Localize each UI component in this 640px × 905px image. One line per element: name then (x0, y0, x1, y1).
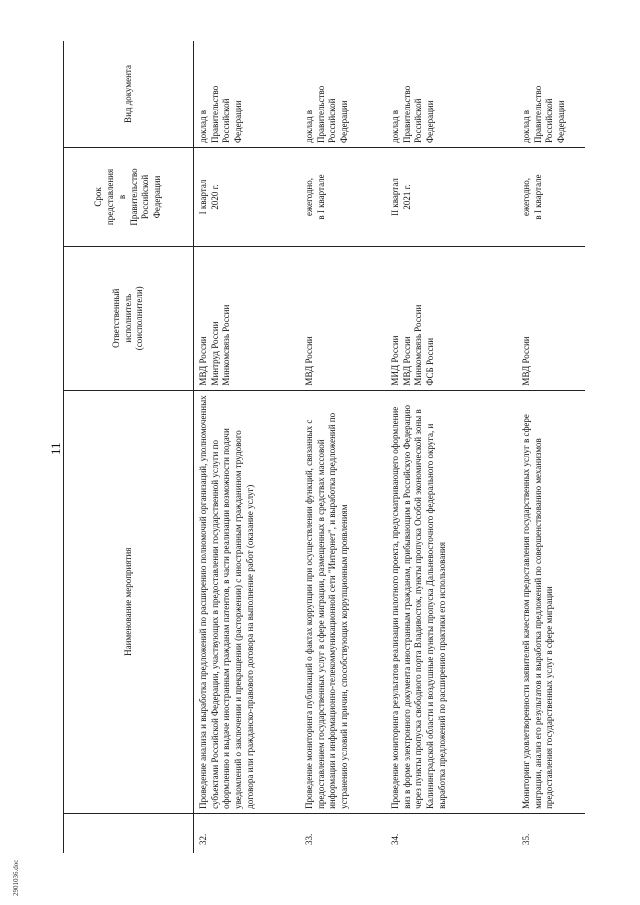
measures-table (63, 41, 585, 853)
responsible-item: МВД России (521, 336, 531, 386)
header-deadline-line: представления (105, 168, 116, 226)
deadline-line: 2021 г. (401, 184, 412, 210)
doc-type-line: Российской (327, 98, 338, 143)
doc-type-line: доклад в (304, 109, 314, 143)
table-row (386, 41, 517, 853)
doc-type-line: Российской (221, 98, 232, 143)
row-name: Мониторинг удовлетворенности заявителей качеством предоставления государственных услуг в сфере миграции, анализ его результатов и выработка предложений по совершенствованию механизмов предоставления государственных услуг в сфере миграции (517, 390, 585, 813)
row-deadline (517, 147, 585, 246)
table-row (194, 41, 301, 853)
row-responsible (386, 246, 517, 390)
row-number: 35. (521, 833, 531, 845)
row-name: Проведение мониторинга результатов реализации пилотного проекта, предусматривающего оформление виз в форме электронного документа иностранным гражданам, прибывающим в Российскую Федерацию через пункты пропуска свободного порта Владивосток, пункты пропуска Особой экономической зоны в Калининградской области и воздушные пункты пропуска Дальневосточного федерального округа, и выработка предложений по расширению практики его использования (386, 390, 517, 813)
row-doc-type (386, 41, 517, 147)
header-responsible-line: Ответственный (110, 288, 121, 348)
deadline-line: в I квартале (532, 174, 543, 220)
responsible-item: Минкомсвязь России (413, 304, 424, 386)
header-responsible-line: (соисполнители) (134, 286, 145, 351)
doc-type-line: Российской (413, 98, 424, 143)
responsible-item: Минтруд России (209, 321, 220, 386)
responsible-item: МВД России (304, 336, 314, 386)
table-row (300, 41, 386, 853)
responsible-item: ФСБ России (425, 337, 436, 386)
table-row (517, 41, 585, 853)
header-deadline-line: в (116, 194, 127, 200)
row-deadline (300, 147, 386, 246)
file-name: 2901036.doc (12, 859, 20, 896)
header-number (64, 813, 194, 853)
table-header-row (64, 41, 194, 853)
doc-type-line: Федерации (425, 100, 436, 143)
doc-type-line: Правительство (401, 85, 412, 143)
row-deadline (194, 147, 301, 246)
doc-type-line: Федерации (339, 100, 350, 143)
header-name: Наименование мероприятия (64, 390, 194, 813)
deadline-line: II квартал (390, 178, 400, 216)
header-doc-type: Вид документа (64, 41, 194, 147)
row-doc-type (517, 41, 585, 147)
deadline-line: ежегодно, (521, 178, 531, 216)
measures-table-container (63, 41, 583, 853)
row-responsible (300, 246, 386, 390)
deadline-line: ежегодно, (304, 178, 314, 216)
doc-type-line: доклад в (198, 109, 208, 143)
doc-type-line: Федерации (556, 100, 567, 143)
row-doc-type (300, 41, 386, 147)
deadline-line: 2020 г. (209, 184, 220, 210)
doc-type-line: Правительство (315, 85, 326, 143)
doc-type-line: Российской (544, 98, 555, 143)
deadline-line: I квартал (198, 179, 208, 215)
doc-type-line: доклад в (521, 109, 531, 143)
doc-type-line: Правительство (209, 85, 220, 143)
responsible-item: МВД России (401, 336, 412, 386)
header-deadline-line: Российской (140, 174, 151, 220)
row-doc-type (194, 41, 301, 147)
row-responsible (194, 246, 301, 390)
page-number: 11 (48, 442, 63, 455)
header-responsible-line: исполнитель (122, 293, 133, 343)
row-responsible (517, 246, 585, 390)
row-number: 34. (390, 833, 400, 845)
deadline-line: в I квартале (315, 174, 326, 220)
doc-type-line: Правительство (532, 85, 543, 143)
header-deadline-line: Срок (93, 187, 104, 207)
doc-type-line: Федерации (233, 100, 244, 143)
header-deadline-line: Федерации (151, 175, 162, 219)
responsible-item: МИД России (390, 335, 400, 386)
row-name: Проведение мониторинга публикаций о фактах коррупции при осуществлении функций, связанных с предоставлением государственных услуг в сфере миграции, размещенных в средствах массовой информации и информационно-телекоммуникационной сети "Интернет", и выработка предложений по устранению условий и причин, способствующих коррупционным проявлениям (300, 390, 386, 813)
row-deadline (386, 147, 517, 246)
row-number: 32. (198, 833, 208, 845)
header-deadline-line: Правительство (128, 168, 139, 226)
row-number: 33. (304, 833, 314, 845)
responsible-item: Минкомсвязь России (221, 304, 232, 386)
header-responsible (64, 246, 194, 390)
header-deadline (64, 147, 194, 246)
responsible-item: МВД России (198, 336, 208, 386)
doc-type-line: доклад в (390, 109, 400, 143)
row-name: Проведение анализа и выработка предложений по расширению полномочий организаций, уполномоченных субъектами Российской Федерации, участвующих в предоставлении государственной услуги по оформлению и выдаче иностранным гражданам патентов, в части реализации возможности подачи уведомлений о заключении и прекращении (расторжении) с иностранным гражданином трудового договора или гражданско-правового договора на выполнение работ (оказание услуг) (194, 390, 301, 813)
